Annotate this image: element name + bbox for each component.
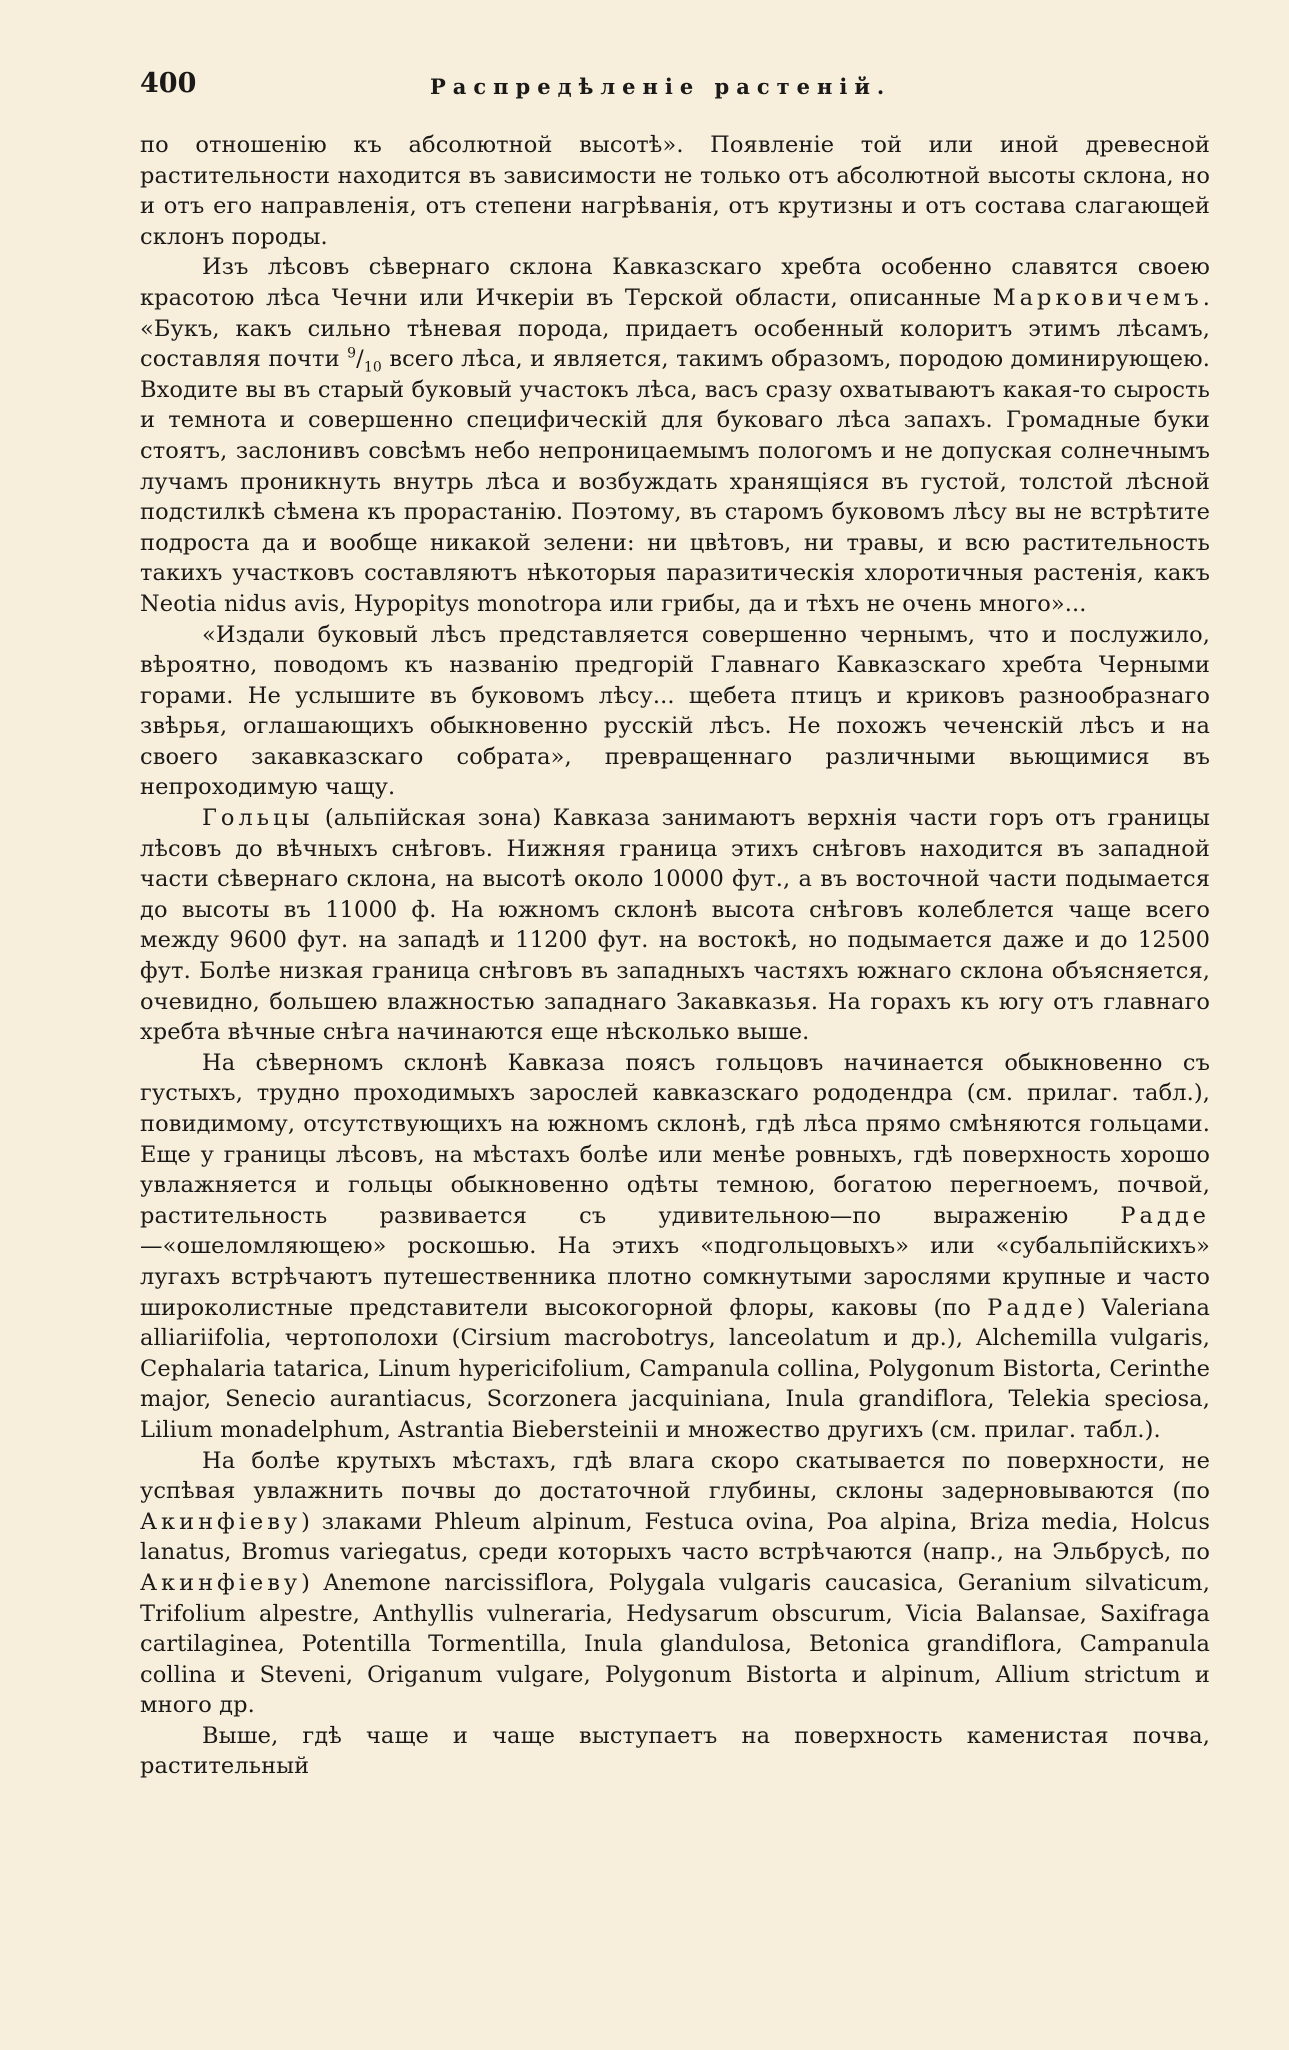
section-term: Гольцы: [202, 805, 314, 832]
body-text: [140, 130, 1210, 1782]
paragraph-text: по отношенію къ абсолютной высотѣ». Появленіе той или иной древесной растительности находится въ зависимости не только отъ абсолютной высоты склона, но и отъ его направленія, отъ степени нагрѣванія, отъ крутизны и отъ состава слагающей склонъ породы.: [140, 132, 1210, 250]
author-name: Радде: [1120, 1202, 1210, 1229]
author-name: Акинфіеву: [140, 1508, 302, 1535]
paragraph-text: всего лѣса, и является, такимъ образомъ, породою доминирующею. Входите вы въ старый буковый участокъ лѣса, васъ сразу охватываютъ какая-то сырость и темнота и совершенно специфическій для буковаго лѣса запахъ. Громадные буки стоятъ, заслонивъ совсѣмъ небо непроницаемымъ пологомъ и не допуская солнечнымъ лучамъ проникнуть внутрь лѣса и возбуждать хранящіяся въ густой, толстой лѣсной подстилкѣ сѣмена къ прорастанію. Поэтому, въ старомъ буковомъ лѣсу вы не встрѣтите подроста да и вообще никакой зелени: ни цвѣтовъ, ни травы, и всю растительность такихъ участковъ составляютъ нѣкоторыя паразитическія хлоротичныя растенія, какъ Neotia nidus avis, Hypopitys monotropa или грибы, да и тѣхъ не очень много»...: [140, 346, 1210, 617]
paragraph-text: «Издали буковый лѣсъ представляется совершенно чернымъ, что и послужило, вѣроятно, поводомъ къ названію предгорій Главнаго Кавказскаго хребта Черными горами. Не услышите въ буковомъ лѣсу... щебета птицъ и криковъ разнообразнаго звѣрья, оглашающихъ обыкновенно русскій лѣсъ. Не похожъ чеченскій лѣсъ и на своего закавказскаго собрата», превращеннаго различными вьющимися въ непроходимую чащу.: [140, 621, 1210, 801]
paragraph-1: [140, 130, 1210, 252]
fraction-denominator: 10: [363, 359, 382, 376]
paragraph-text: (альпійская зона) Кавказа занимаютъ верхнія части горъ отъ границы лѣсовъ до вѣчныхъ снѣговъ. Нижняя граница этихъ снѣговъ находится въ западной части сѣвернаго склона, на высотѣ около 10000 фут., а въ восточной части подымается до высоты въ 11000 ф. На южномъ склонѣ высота снѣговъ колеблется чаще всего между 9600 фут. на западѣ и 11200 фут. на востокѣ, но подымается даже и до 12500 фут. Болѣе низкая граница снѣговъ въ западныхъ частяхъ южнаго склона объясняется, очевидно, большею влажностью западнаго Закавказья. На горахъ къ югу отъ главнаго хребта вѣчные снѣга начинаются еще нѣсколько выше.: [140, 805, 1210, 1046]
page-number: 400: [140, 68, 197, 99]
paragraph-text: ) Anemone narcissiflora, Polygala vulgaris caucasica, Geranium silvaticum, Trifolium alpestre, Anthyllis vulneraria, Hedysarum obscurum, Vicia Balansae, Saxifraga cartilaginea, Potentilla Tormentilla, Inula glandulosa, Betonica grandiflora, Campanula collina и Steveni, Origanum vulgare, Polygonum Bistorta и alpinum, Allium strictum и много др.: [140, 1569, 1210, 1719]
paragraph-text: На сѣверномъ склонѣ Кавказа поясъ гольцовъ начинается обыкновенно съ густыхъ, трудно проходимыхъ зарослей кавказскаго рододендра (см. прилаг. табл.), повидимому, отсутствующихъ на южномъ склонѣ, гдѣ лѣса прямо смѣняются гольцами. Еще у границы лѣсовъ, на мѣстахъ болѣе или менѣе ровныхъ, гдѣ поверхность хорошо увлажняется и гольцы обыкновенно одѣты темною, богатою перегноемъ, почвой, растительность развивается съ удивительною—по выраженію: [140, 1049, 1210, 1229]
paragraph-2: Изъ лѣсовъ сѣвернаго склона Кавказскаго хребта особенно славятся своею красотою лѣса Чечни или Ичкеріи въ Терской области, описанные Марковичемъ. «Букъ, какъ сильно тѣневая порода, придаетъ особенный колоритъ этимъ лѣсамъ, составляя почти $^9/_{10}$ всего лѣса, и является, такимъ образомъ, породою доминирующею. Входите вы въ старый буковый участокъ лѣса, васъ сразу охватываютъ какая-то сырость и темнота и совершенно специфическій для буковаго лѣса запахъ. Громадные буки стоятъ, заслонивъ совсѣмъ небо непроницаемымъ пологомъ и не допуская солнечнымъ лучамъ проникнуть внутрь лѣса и возбуждать хранящіяся въ густой, толстой лѣсной подстилкѣ сѣмена къ прорастанію. Поэтому, въ старомъ буковомъ лѣсу вы не встрѣтите подроста да и вообще никакой зелени: ни цвѣтовъ, ни травы, и всю растительность такихъ участковъ составляютъ нѣкоторыя паразитическія хлоротичныя растенія, какъ Neotia nidus avis, Hypopitys monotropa или грибы, да и тѣхъ не очень много»...: [140, 254, 1210, 617]
paragraph-5: [140, 1048, 1210, 1446]
page-header: [140, 58, 1210, 114]
paragraph-3: [140, 620, 1210, 804]
paragraph-text: —«ошеломляющею» роскошью. На этихъ «подгольцовыхъ» или «субальпійскихъ» лугахъ встрѣчаютъ путешественника плотно сомкнутыми зарослями крупные и часто широколистные представители высокогорной флоры, каковы (по: [140, 1233, 1210, 1321]
paragraph-text: Изъ лѣсовъ сѣвернаго склона Кавказскаго хребта особенно славятся своею красотою лѣса Чечни или Ичкеріи въ Терской области, описанные: [140, 254, 1210, 311]
paragraph-6: [140, 1446, 1210, 1721]
author-name: Акинфіеву: [140, 1569, 302, 1596]
paragraph-text: ) Valeriana alliariifolia, чертополохи (Cirsium macrobotrys, lanceolatum и др.), Alchemilla vulgaris, Cephalaria tatarica, Linum hypericifolium, Campanula collina, Polygonum Bistorta, Cerinthe major, Senecio aurantiacus, Scorzonera jacquiniana, Inula grandiflora, Telekia speciosa, Lilium monadelphum, Astrantia Biebersteinii и множество другихъ (см. прилаг. табл.).: [140, 1294, 1210, 1443]
fraction-numerator: 9: [347, 345, 357, 362]
author-name: Радде: [987, 1294, 1077, 1321]
paragraph-text: Выше, гдѣ чаще и чаще выступаетъ на поверхность каменистая почва, растительный: [140, 1722, 1210, 1780]
paragraph-7: [140, 1721, 1210, 1782]
running-title: Распредѣленіе растеній.: [430, 74, 892, 99]
paragraph-text: . «Букъ, какъ сильно тѣневая порода, придаетъ особенный колоритъ этимъ лѣсамъ, составляя почти: [140, 284, 1210, 373]
author-name: Марковичемъ: [992, 284, 1203, 311]
paragraph-4: [140, 803, 1210, 1048]
paragraph-text: ) злаками Phleum alpinum, Festuca ovina, Poa alpina, Briza media, Holcus lanatus, Bromus variegatus, среди которыхъ часто встрѣчаются (напр., на Эльбрусѣ, по: [140, 1508, 1210, 1566]
paragraph-text: На болѣе крутыхъ мѣстахъ, гдѣ влага скоро скатывается по поверхности, не успѣвая увлажнить почвы до достаточной глубины, склоны задерновываются (по: [140, 1447, 1210, 1505]
